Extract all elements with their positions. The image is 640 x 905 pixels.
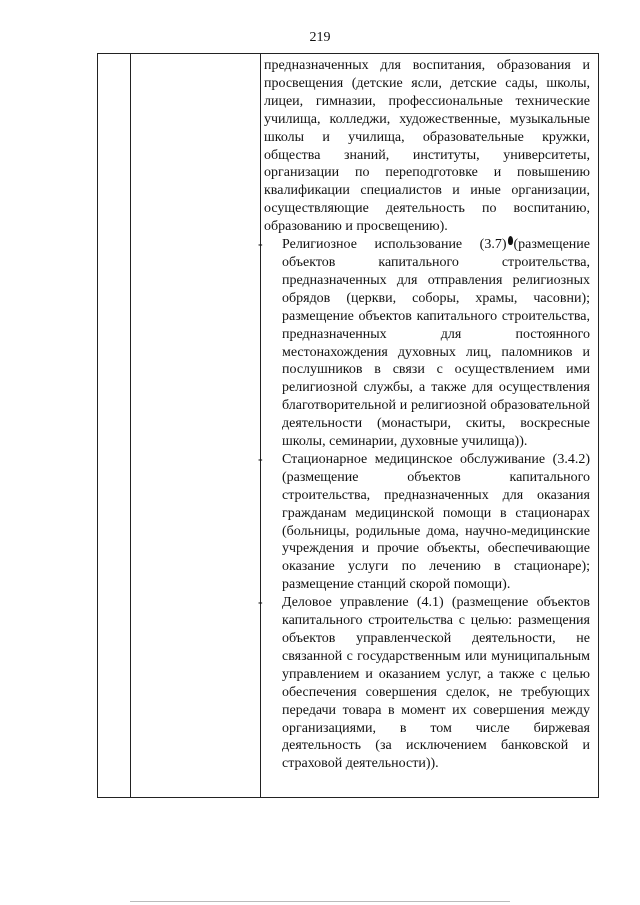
list-item-text: Стационарное медицинское обслуживание (3.4.2) (размещение объектов капитального строительства, предназначенных для оказания гражданам медицинской помощи в стационарах (больницы, родильные дома, научно-медицинские учреждения и прочие объекты, обеспечивающие оказание услуги по лечению в стационаре); размещение станций скорой помощи). bbox=[282, 451, 590, 593]
list-item bbox=[258, 594, 590, 773]
intro-paragraph: предназначенных для воспитания, образования и просвещения (детские ясли, детские сады, школы, лицеи, гимназии, профессиональные технические училища, колледжи, художественные, музыкальные школы и училища, образовательные кружки, общества знаний, институты, университеты, организации по переподготовке и повышению квалификации специалистов и иные организации, осуществляющие деятельность по воспитанию, образованию и просвещению). bbox=[264, 58, 590, 235]
ink-blot-icon bbox=[508, 236, 513, 245]
list-dash: - bbox=[258, 237, 263, 253]
page-number: 219 bbox=[309, 30, 331, 45]
list-item bbox=[258, 451, 590, 594]
list-item-text bbox=[282, 236, 590, 451]
table-column-divider bbox=[260, 54, 261, 797]
list-dash: - bbox=[258, 451, 263, 467]
list-item bbox=[258, 236, 590, 451]
table-cell-content bbox=[258, 57, 590, 773]
document-table bbox=[97, 53, 599, 798]
list-dash: - bbox=[258, 595, 263, 611]
list-item-text: Деловое управление (4.1) (размещение объектов капитального строительства с целью: размещения объектов управленческой деятельности, не связанной с государственным или муниципальным управлением и оказанием услуг, а также с целью обеспечения совершения сделок, не требующих передачи товара в момент их совершения между организациями, в том числе биржевая деятельность (за исключением банковской и страховой деятельности)). bbox=[282, 595, 590, 772]
list-item-text-start: Религиозное использование (3.7) bbox=[282, 237, 507, 253]
scan-edge-line bbox=[130, 901, 510, 902]
table-column-divider bbox=[130, 54, 131, 797]
list-item-text-end: (размещение объектов капитального строительства, предназначенных для отправления религиозных обрядов (церкви, соборы, храмы, часовни); размещение объектов капитального строительства, предназначенных для постоянного местонахождения духовных лиц, паломников и послушников в связи с осуществлением ими религиозной службы, а также для осуществления благотворительной и религиозной образовательной деятельности (монастыри, скиты, воскресные школы, семинарии, духовные училища)). bbox=[282, 237, 590, 450]
